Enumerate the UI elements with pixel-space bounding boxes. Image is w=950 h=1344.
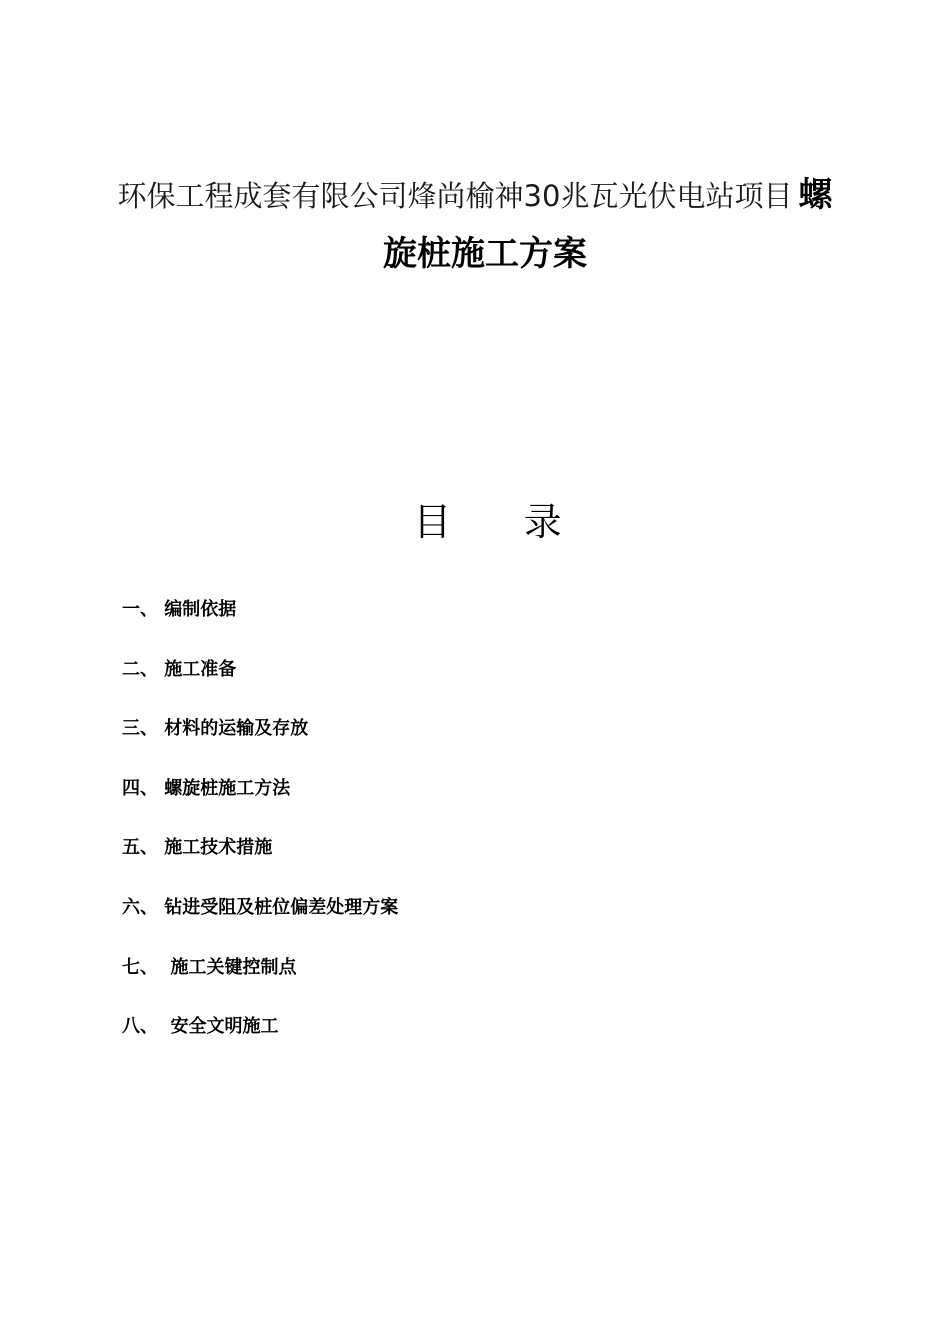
toc-heading: 目 录 <box>413 500 562 544</box>
title-normal-text: 环保工程成套有限公司烽尚榆神30兆瓦光伏电站项目 <box>117 179 793 213</box>
table-of-contents <box>122 596 398 1073</box>
title-bold-text: 螺 <box>798 175 833 215</box>
document-title-line-1 <box>0 170 950 221</box>
toc-item-7: 七、 施工关键控制点 <box>122 956 297 978</box>
toc-item-6: 六、 钻进受阻及桩位偏差处理方案 <box>122 896 399 918</box>
toc-item-5: 五、 施工技术措施 <box>122 837 273 859</box>
toc-item-3: 三、 材料的运输及存放 <box>122 718 309 740</box>
document-title-line-2: 旋桩施工方案 <box>383 234 587 274</box>
toc-item-8: 八、 安全文明施工 <box>122 1016 279 1038</box>
toc-item-1: 一、 编制依据 <box>122 599 237 620</box>
toc-item-4: 四、 螺旋桩施工方法 <box>122 777 291 799</box>
toc-item-2: 二、 施工准备 <box>122 658 237 680</box>
